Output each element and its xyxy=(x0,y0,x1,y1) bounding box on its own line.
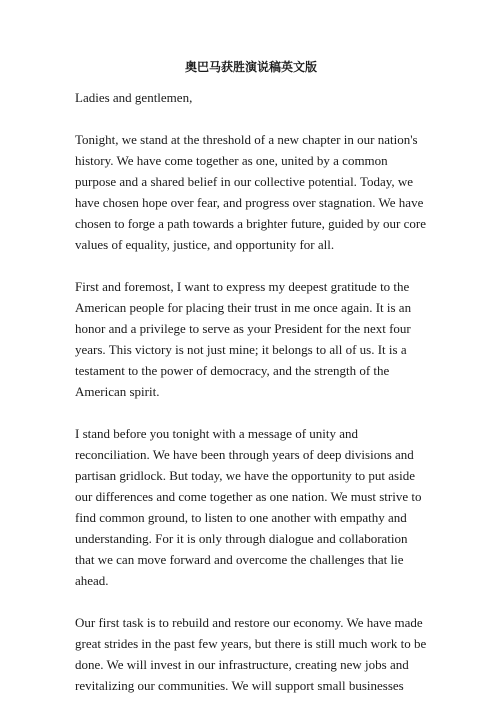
paragraph-salutation: Ladies and gentlemen, xyxy=(75,90,193,105)
paragraph-4: Our first task is to rebuild and restore our economy. We have made great strides in the past few years, but there is still much work to be done. We will invest in our infrastructure, creating new jobs and revitalizing our communities. We will support small businesses xyxy=(75,615,427,693)
paragraph-1: Tonight, we stand at the threshold of a new chapter in our nation's history. We have come together as one, united by a common purpose and a shared belief in our collective potential. Today, we have chosen hope over fear, and progress over stagnation. We have chosen to forge a path towards a brighter future, guided by our core values of equality, justice, and opportunity for all. xyxy=(75,132,427,252)
paragraph-3: I stand before you tonight with a message of unity and reconciliation. We have been through years of deep divisions and partisan gridlock. But today, we have the opportunity to put aside our differences and come together as one nation. We must strive to find common ground, to listen to one another with empathy and understanding. For it is only through dialogue and collaboration that we can move forward and overcome the challenges that lie ahead. xyxy=(75,426,422,588)
document-body xyxy=(75,87,427,717)
document-title: 奥巴马获胜演说稿英文版 xyxy=(184,60,317,74)
paragraph-2: First and foremost, I want to express my deepest gratitude to the American people for placing their trust in me once again. It is an honor and a privilege to serve as your President for the next four years. This victory is not just mine; it belongs to all of us. It is a testament to the power of democracy, and the strength of the American spirit. xyxy=(75,279,412,399)
